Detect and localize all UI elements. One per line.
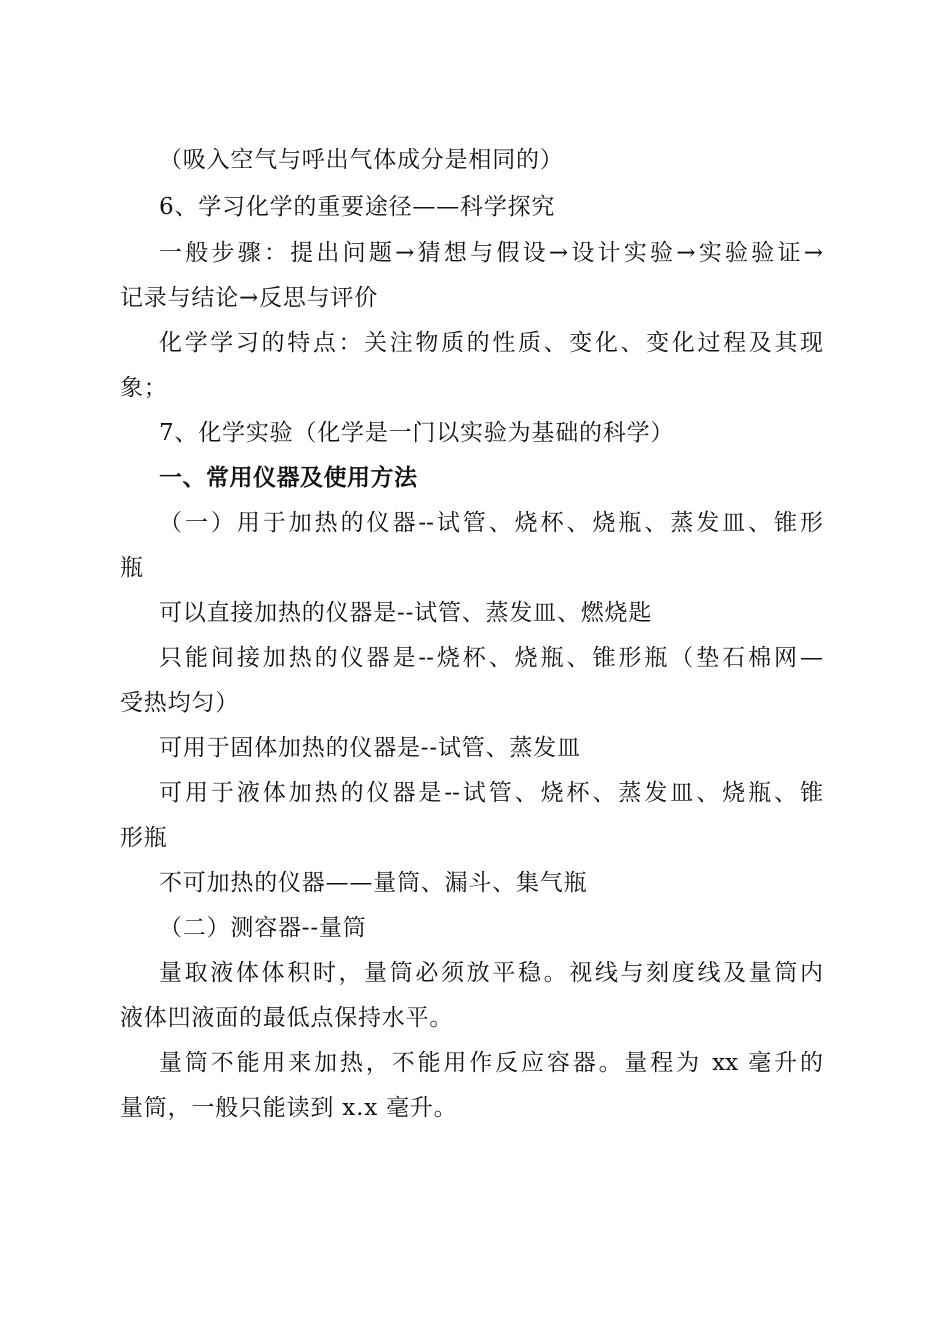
text-line-22: 量筒，一般只能读到 x.x 毫升。 [120, 1095, 458, 1121]
text-line-9: （一）用于加热的仪器--试管、烧杯、烧瓶、蒸发皿、锥形 [159, 510, 823, 536]
text-line-15: 可用于液体加热的仪器是--试管、烧杯、蒸发皿、烧瓶、锥 [159, 780, 823, 806]
text-line-4: 记录与结论→反思与评价 [120, 285, 379, 311]
text-line-11: 可以直接加热的仪器是--试管、蒸发皿、燃烧匙 [159, 600, 653, 626]
text-line-12: 只能间接加热的仪器是--烧杯、烧瓶、锥形瓶（垫石棉网— [159, 645, 823, 671]
text-line-16: 形瓶 [120, 825, 168, 851]
text-line-5: 化学学习的特点：关注物质的性质、变化、变化过程及其现 [159, 330, 823, 356]
text-line-17: 不可加热的仪器——量筒、漏斗、集气瓶 [159, 870, 588, 896]
text-line-14: 可用于固体加热的仪器是--试管、蒸发皿 [159, 735, 581, 761]
text-line-19: 量取液体体积时，量筒必须放平稳。视线与刻度线及量筒内 [159, 960, 823, 986]
text-line-10: 瓶 [120, 555, 144, 581]
section-heading: 一、常用仪器及使用方法 [159, 465, 418, 491]
text-line-20: 液体凹液面的最低点保持水平。 [120, 1005, 454, 1031]
text-line-2: 6、学习化学的重要途径——科学探究 [159, 194, 556, 220]
text-line-21: 量筒不能用来加热，不能用作反应容器。量程为 xx 毫升的 [159, 1050, 823, 1076]
text-line-13: 受热均匀） [120, 690, 239, 716]
text-line-1: （吸入空气与呼出气体成分是相同的） [159, 147, 564, 173]
text-line-18: （二）测容器--量筒 [159, 915, 367, 941]
text-line-7: 7、化学实验（化学是一门以实验为基础的科学） [159, 420, 675, 446]
text-line-6: 象； [120, 375, 168, 401]
text-line-3: 一般步骤：提出问题→猜想与假设→设计实验→实验验证→ [159, 240, 823, 266]
